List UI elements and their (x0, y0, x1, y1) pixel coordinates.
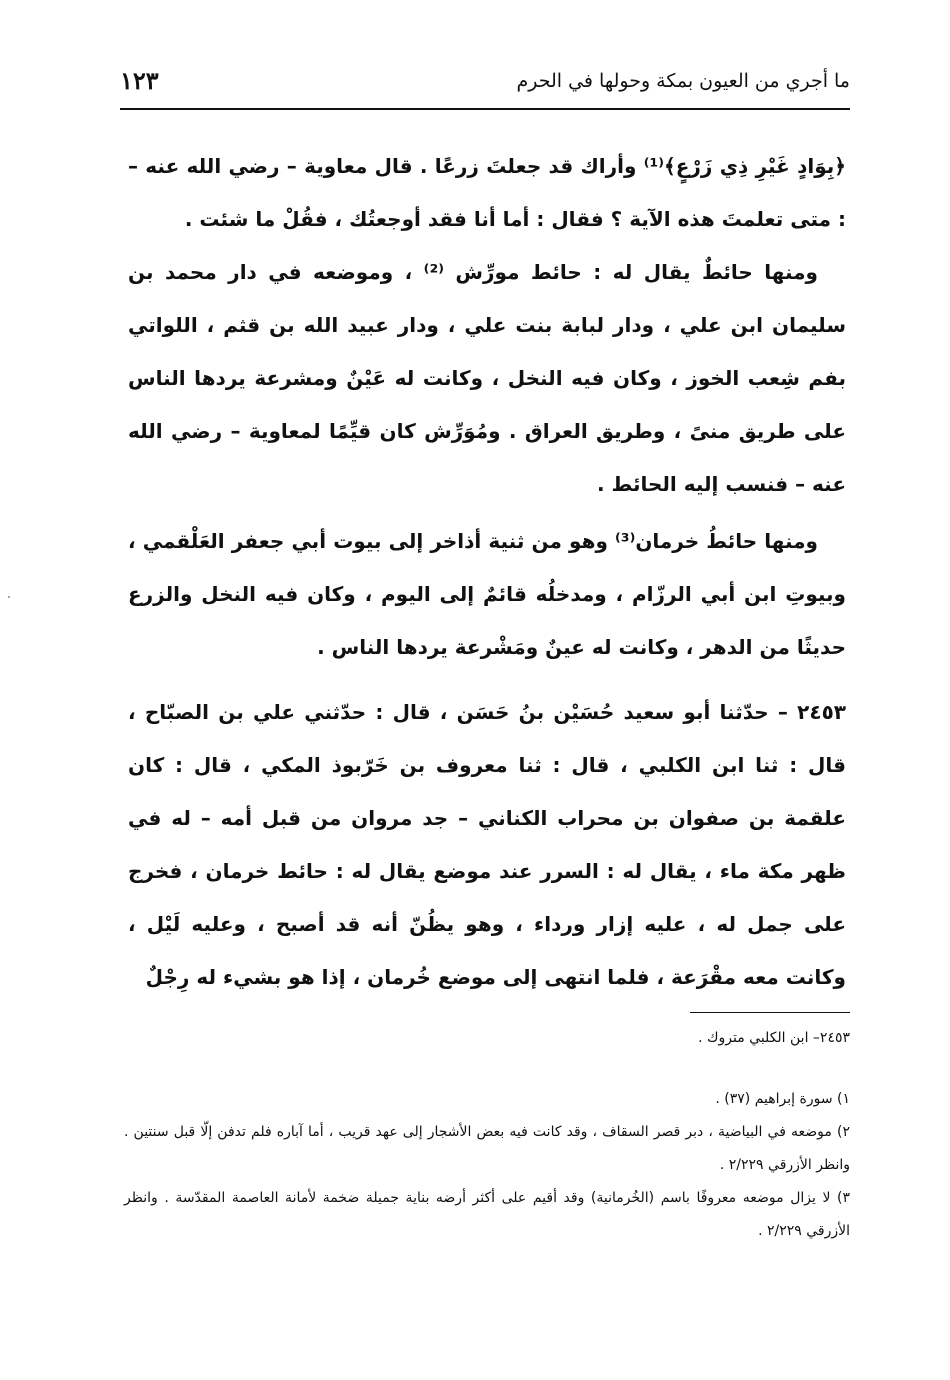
page-header (120, 64, 850, 104)
paragraph-hait-khurman: ومنها حائطُ خرمان⁽³⁾ وهو من ثنية أذاخر إلى بيوت أبي جعفر العَلْقمي ، وبيوتِ ابن أبي الرزّام ، ومدخلُه قائمٌ إلى اليوم ، وكان فيه النخل والزرع حديثًا من الدهر ، وكانت له عينٌ ومَشْرعة يردها الناس . (128, 529, 846, 659)
footnote-1: ١) سورة إبراهيم (٣٧) . (715, 1091, 850, 1107)
footnotes (124, 1022, 850, 1248)
footnote-grading: ٢٤٥٣– ابن الكلبي متروك . (698, 1030, 850, 1046)
main-text (128, 140, 846, 1004)
running-title: ما أجري من العيون بمكة وحولها في الحرم (516, 70, 850, 92)
header-rule (120, 108, 850, 110)
scan-speck (8, 596, 10, 598)
footnote-2: ٢) موضعه في البياضية ، دبر قصر السقاف ، وقد كانت فيه بعض الأشجار إلى عهد قريب ، أما آباره فلم تدفن إلّا قبل سنتين . وانظر الأزرقي ٢/٢٢٩ . (124, 1124, 850, 1173)
page-number: ١٢٣ (120, 66, 159, 95)
footnote-rule (690, 1012, 850, 1013)
paragraph-quran-verse: ﴿بِوَادٍ غَيْرِ ذِي زَرْعٍ﴾⁽¹⁾ وأراك قد جعلتَ زرعًا . قال معاوية – رضي الله عنه – : متى تعلمتَ هذه الآية ؟ فقال : أما أنا فقد أوجعتُك ، فقُلْ ما شئت . (128, 154, 847, 231)
paragraph-narration-2453: ٢٤٥٣ – حدّثنا أبو سعيد حُسَيْن بنُ حَسَن ، قال : حدّثني علي بن الصبّاح ، قال : ثنا ابن الكلبي ، قال : ثنا معروف بن خَرّبوذ المكي ، قال : كان علقمة بن صفوان بن محراب الكناني – جد مروان من قبل أمه – له في ظهر مكة ماء ، يقال له : السرر عند موضع يقال له : حائط خرمان ، فخرج على جمل له ، عليه إزار ورداء ، وهو يظُنّ أنه قد أصبح ، وعليه لَيْل ، وكانت معه مقْرَعة ، فلما انتهى إلى موضع خُرمان ، إذا هو بشيء له رِجْلٌ (128, 700, 846, 989)
paragraph-hait-muwarrish: ومنها حائطٌ يقال له : حائط مورِّش ⁽²⁾ ، وموضعه في دار محمد بن سليمان ابن علي ، ودار لبابة بنت علي ، ودار عبيد الله بن قثم ، اللواتي بفم شِعب الخوز ، وكان فيه النخل ، وكانت له عَيْنٌ ومشرعة يردها الناس على طريق منىً ، وطريق العراق . ومُوَرِّش كان قيِّمًا لمعاوية – رضي الله عنه – فنسب إليه الحائط . (128, 260, 846, 496)
footnote-3: ٣) لا يزال موضعه معروفًا باسم (الخُرمانية) وقد أقيم على أكثر أرضه بناية جميلة ضخمة لأمانة العاصمة المقدّسة . وانظر الأزرقي ٢/٢٢٩ . (124, 1190, 850, 1239)
